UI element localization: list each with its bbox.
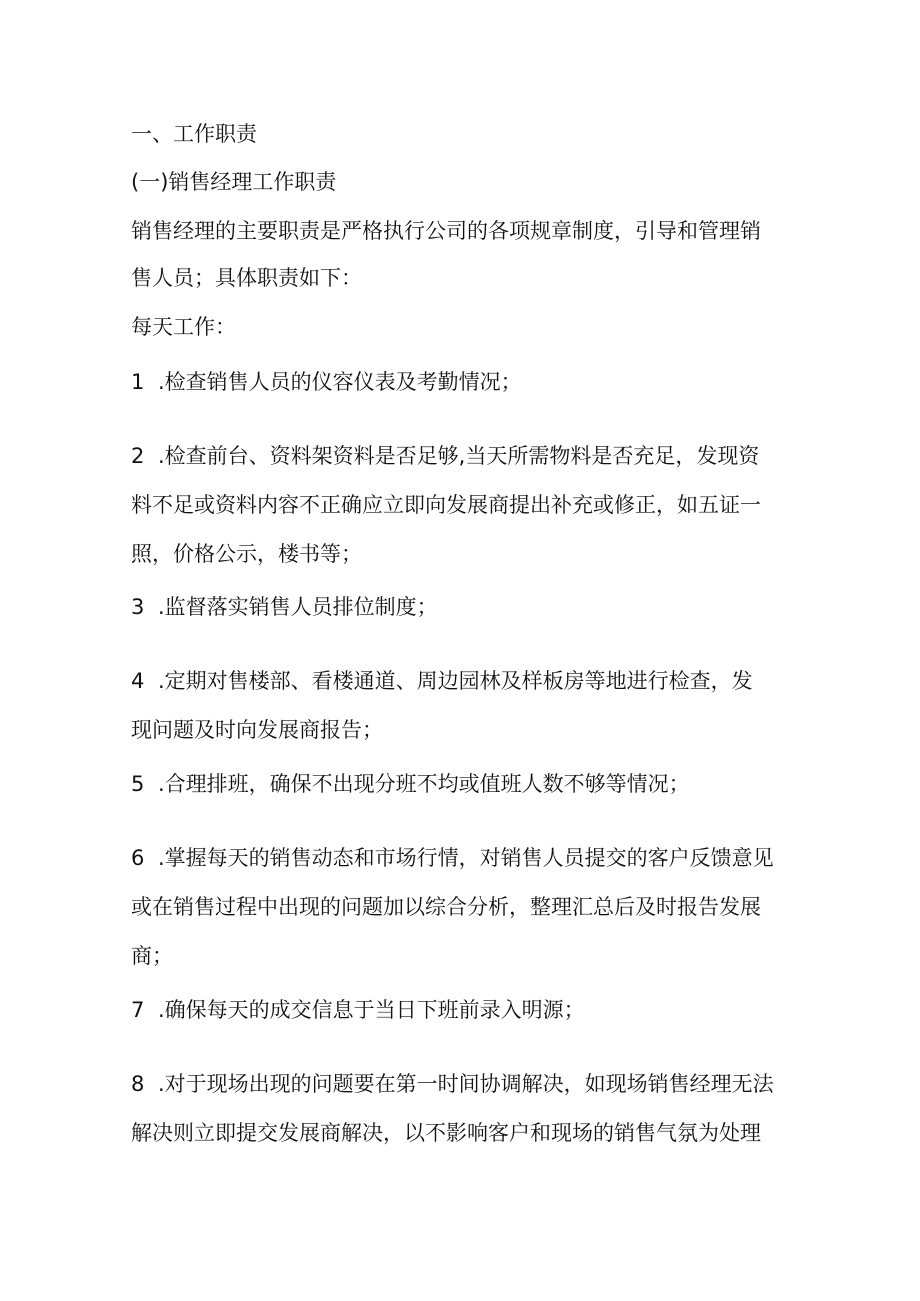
duty-line: 料不足或资料内容不正确应立即向发展商提出补充或修正，如五证一 [131, 493, 761, 517]
duty-line [131, 367, 522, 397]
duty-line: 现问题及时向发展商报告； [131, 718, 383, 742]
item-text: .合理排班，确保不出现分班不均或值班人数不够等情况； [158, 772, 690, 796]
duty-line [131, 666, 753, 696]
duty-line [131, 441, 759, 471]
item-number: 7 [131, 998, 145, 1022]
item-number: 2 [131, 444, 145, 468]
intro-line: 销售经理的主要职责是严格执行公司的各项规章制度，引导和管理销 [131, 219, 761, 243]
item-number: 4 [131, 669, 145, 693]
item-number: 1 [131, 370, 145, 394]
subsection-heading: (一)销售经理工作职责 [131, 170, 337, 194]
item-text: .确保每天的成交信息于当日下班前录入明源； [158, 998, 585, 1022]
duty-line: 商； [131, 944, 173, 968]
duty-line [131, 592, 438, 622]
duty-line [131, 843, 774, 873]
duty-line: 照，价格公示，楼书等； [131, 542, 362, 566]
duty-line [131, 995, 585, 1025]
duty-line: 解决则立即提交发展商解决，以不影响客户和现场的销售气氛为处理 [131, 1121, 761, 1145]
item-number: 6 [131, 846, 145, 870]
duty-line [131, 1069, 774, 1099]
item-number: 5 [131, 772, 145, 796]
item-number: 3 [131, 595, 145, 619]
item-text: .监督落实销售人员排位制度； [158, 595, 438, 619]
item-text: .检查前台、资料架资料是否足够,当天所需物料是否充足，发现资 [158, 444, 760, 468]
item-text: .掌握每天的销售动态和市场行情，对销售人员提交的客户反馈意见 [158, 846, 774, 870]
section-heading: 一、工作职责 [131, 122, 257, 146]
intro-line: 售人员；具体职责如下： [131, 266, 362, 290]
daily-work-label: 每天工作： [131, 315, 236, 339]
item-text: .对于现场出现的问题要在第一时间协调解决，如现场销售经理无法 [158, 1072, 774, 1096]
item-number: 8 [131, 1072, 145, 1096]
item-text: .定期对售楼部、看楼通道、周边园林及样板房等地进行检查，发 [158, 669, 753, 693]
item-text: .检查销售人员的仪容仪表及考勤情况； [158, 370, 522, 394]
duty-line [131, 769, 690, 799]
duty-line: 或在销售过程中出现的问题加以综合分析，整理汇总后及时报告发展 [131, 895, 761, 919]
